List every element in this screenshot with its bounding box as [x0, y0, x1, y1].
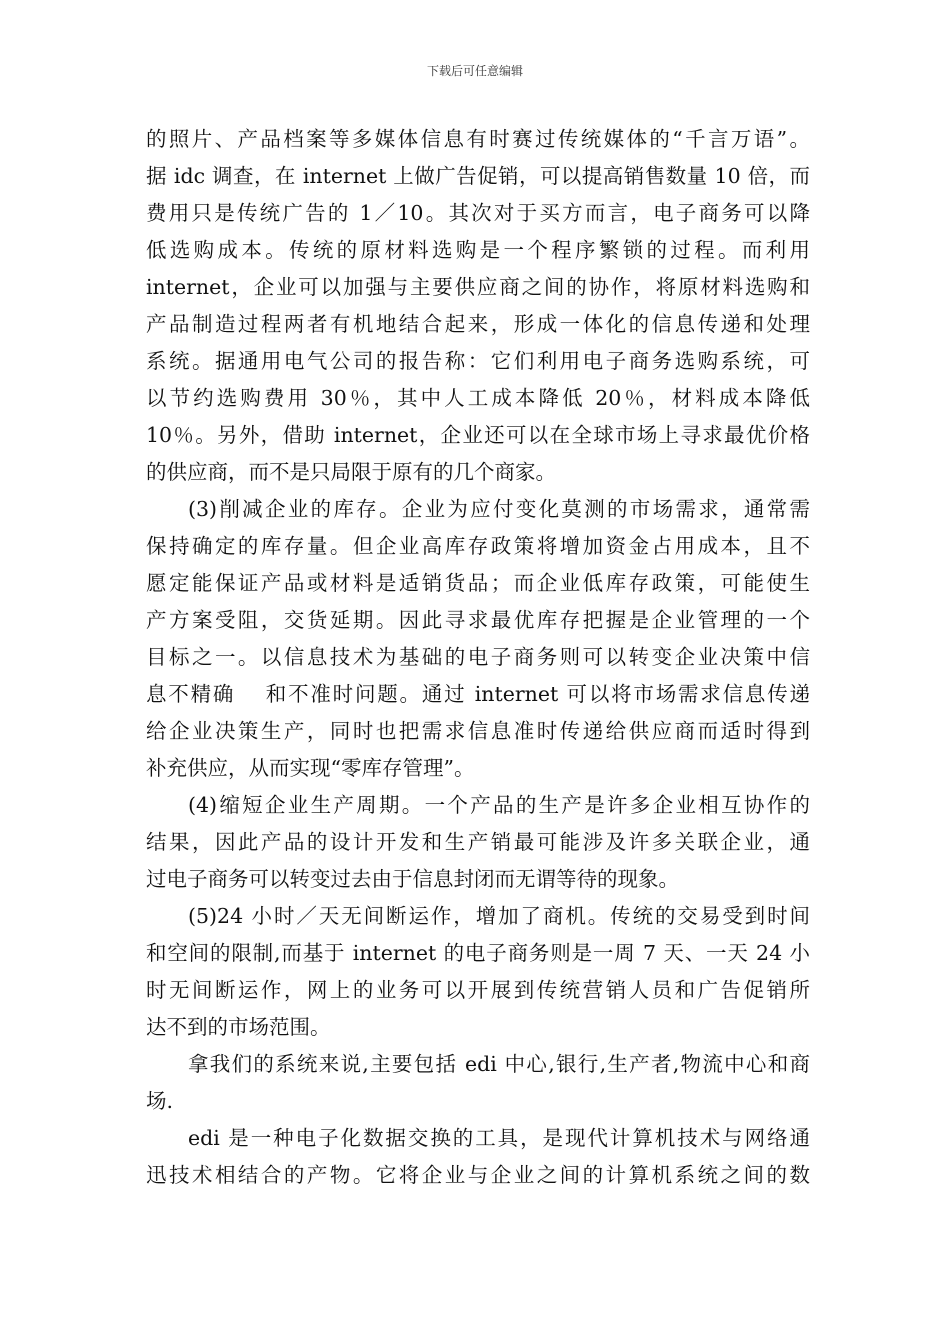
text-line: (5)24 小时／天无间断运作，增加了商机。传统的交易受到时间: [188, 904, 810, 928]
text-line: 保持确定的库存量。但企业高库存政策将增加资金占用成本，且不: [146, 534, 810, 558]
page-header: 下载后可任意编辑: [426, 64, 523, 78]
text-line: 费用只是传统广告的 1／10。其次对于买方而言，电子商务可以降: [146, 201, 810, 225]
text-line: 产品制造过程两者有机地结合起来，形成一体化的信息传递和处理: [146, 312, 810, 336]
paragraph: [146, 1046, 810, 1120]
text-line: (4)缩短企业生产周期。一个产品的生产是许多企业相互协作的: [188, 793, 810, 817]
text-line: 低选购成本。传统的原材料选购是一个程序繁锁的过程。而利用: [146, 238, 810, 262]
text-line: (3)削减企业的库存。企业为应付变化莫测的市场需求，通常需: [188, 497, 810, 521]
text-line: 的照片、产品档案等多媒体信息有时赛过传统媒体的“千言万语”。: [146, 127, 810, 151]
text-line: 过电子商务可以转变过去由于信息封闭而无谓等待的现象。: [146, 867, 679, 891]
paragraph: [146, 1120, 810, 1194]
text-line: 拿我们的系统来说,主要包括 edi 中心,银行,生产者,物流中心和商: [188, 1052, 810, 1076]
text-line: edi 是一种电子化数据交换的工具，是现代计算机技术与网络通: [188, 1126, 810, 1150]
text-line: internet，企业可以加强与主要供应商之间的协作，将原材料选购和: [146, 275, 810, 299]
text-line: 系统。据通用电气公司的报告称：它们利用电子商务选购系统，可: [146, 349, 810, 373]
text-line: 补充供应，从而实现“零库存管理”。: [146, 756, 475, 780]
text-line: 产方案受阻，交货延期。因此寻求最优库存把握是企业管理的一个: [146, 608, 810, 632]
paragraph: [146, 787, 810, 898]
text-line: 结果，因此产品的设计开发和生产销最可能涉及许多关联企业，通: [146, 830, 810, 854]
text-line: 时无间断运作，网上的业务可以开展到传统营销人员和广告促销所: [146, 978, 810, 1002]
text-line: 迅技术相结合的产物。它将企业与企业之间的计算机系统之间的数: [146, 1163, 810, 1187]
text-line: 给企业决策生产，同时也把需求信息准时传递给供应商而适时得到: [146, 719, 810, 743]
paragraph: [146, 121, 810, 491]
text-line: 10％。另外，借助 internet，企业还可以在全球市场上寻求最优价格: [146, 423, 810, 447]
text-line: 以节约选购费用 30％，其中人工成本降低 20％，材料成本降低: [146, 386, 810, 410]
text-line: 场.: [146, 1089, 174, 1113]
text-line: 达不到的市场范围。: [146, 1015, 331, 1039]
text-line: 愿定能保证产品或材料是适销货品；而企业低库存政策，可能使生: [146, 571, 810, 595]
text-line: 和空间的限制,而基于 internet 的电子商务则是一周 7 天、一天 24 小: [146, 941, 810, 965]
text-line: 据 idc 调查，在 internet 上做广告促销，可以提高销售数量 10 倍，而: [146, 164, 810, 188]
paragraph: [146, 491, 810, 787]
text-line: 的供应商，而不是只局限于原有的几个商家。: [146, 460, 556, 484]
text-line: 息不精确 和不准时问题。通过 internet 可以将市场需求信息传递: [146, 682, 810, 706]
paragraph: [146, 898, 810, 1046]
document-body: [146, 121, 810, 1194]
text-line: 目标之一。以信息技术为基础的电子商务则可以转变企业决策中信: [146, 645, 810, 669]
